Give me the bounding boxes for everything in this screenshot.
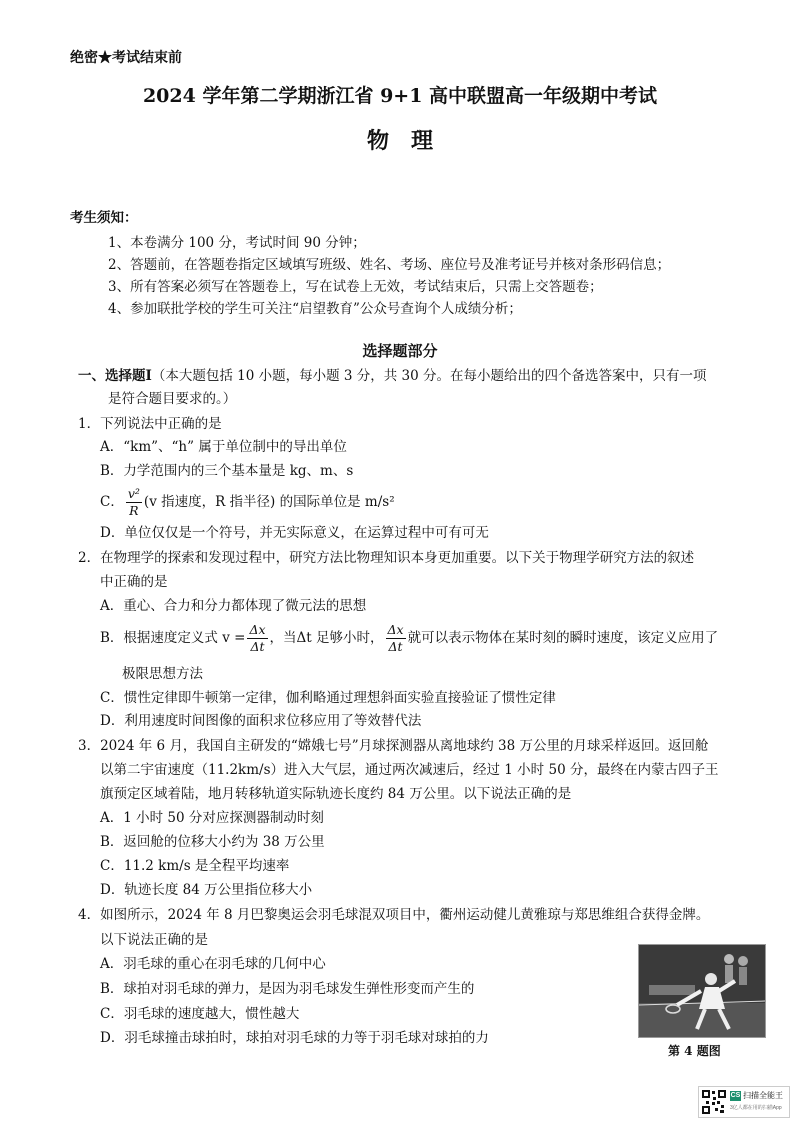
section-intro-text: （本大题包括 10 小题，每小题 3 分，共 30 分。在每小题给出的四个备选答案中，只有一项 — [151, 368, 707, 384]
subject-title: 物 理 — [366, 128, 433, 154]
scanner-app-name: 扫描全能王 — [743, 1091, 783, 1100]
q2-option-b-post: 就可以表示物体在某时刻的瞬时速度，该定义应用了 — [407, 630, 719, 646]
q3-option-d: D．轨迹长度 84 万公里指位移大小 — [100, 882, 313, 898]
section-intro-line-1 — [78, 370, 707, 384]
q2-option-b-pre: B．根据速度定义式 v = — [100, 630, 246, 646]
q4-option-a: A．羽毛球的重心在羽毛球的几何中心 — [100, 956, 326, 972]
q2-option-b-line-2: 极限思想方法 — [122, 666, 203, 682]
q4-option-d: D．羽毛球撞击球拍时，球拍对羽毛球的力等于羽毛球对球拍的力 — [100, 1030, 489, 1046]
qr-code-icon — [701, 1089, 727, 1115]
q3-stem-line-1: 3．2024 年 6 月，我国自主研发的“嫦娥七号”月球探测器从离地球约 38 万公里的月球采样返回。返回舱 — [78, 738, 709, 754]
q2-fraction-2-num: Δx — [387, 622, 404, 637]
q4-option-c: C．羽毛球的速度越大，惯性越大 — [100, 1006, 300, 1022]
section-intro-label: 一、选择题Ⅰ — [78, 368, 152, 384]
q3-option-a: A．1 小时 50 分对应探测器制动时刻 — [100, 810, 324, 826]
q2-fraction-2 — [386, 623, 406, 654]
section-intro-line-2: 是符合题目要求的。） — [108, 391, 237, 407]
q1-option-b: B．力学范围内的三个基本量是 kg、m、s — [100, 463, 354, 479]
notice-heading: 考生须知： — [70, 210, 138, 226]
q1-stem: 1．下列说法中正确的是 — [78, 416, 222, 432]
confidential-mark: 绝密★考试结束前 — [70, 50, 182, 66]
q2-option-c: C．惯性定律即牛顿第一定律，伽利略通过理想斜面实验直接验证了惯性定律 — [100, 690, 556, 706]
q2-option-b — [100, 623, 718, 654]
q4-stem-line-2: 以下说法正确的是 — [100, 932, 208, 948]
notice-item-1: 1、本卷满分 100 分，考试时间 90 分钟； — [108, 235, 366, 251]
q1-fraction — [126, 487, 142, 518]
q1-option-c-label: C． — [100, 494, 124, 510]
cs-badge-icon: CS — [730, 1092, 741, 1099]
exam-title: 2024 学年第二学期浙江省 9+1 高中联盟高一年级期中考试 — [142, 85, 658, 107]
badminton-photo-icon — [639, 945, 765, 1037]
q3-option-c: C．11.2 km/s 是全程平均速率 — [100, 858, 290, 874]
q4-figure-photo — [638, 944, 766, 1038]
q4-stem-line-1: 4．如图所示，2024 年 8 月巴黎奥运会羽毛球混双项目中，衢州运动健儿黄雅琼与郑思维组合获得金牌。 — [78, 907, 710, 923]
notice-item-3: 3、所有答案必须写在答题卷上，写在试卷上无效，考试结束后，只需上交答题卷； — [108, 279, 603, 295]
notice-item-4: 4、参加联批学校的学生可关注“启望教育”公众号查询个人成绩分析； — [108, 301, 522, 317]
q1-option-a: A．“km”、“h” 属于单位制中的导出单位 — [100, 439, 347, 455]
q1-option-d: D．单位仅仅是一个符号，并无实际意义，在运算过程中可有可无 — [100, 525, 489, 541]
q2-fraction-1-num: Δx — [249, 622, 266, 637]
q4-figure-caption: 第 4 题图 — [668, 1044, 721, 1058]
q2-fraction-1-den: Δt — [250, 639, 265, 654]
scanner-watermark — [698, 1086, 790, 1118]
q1-fraction-num: v² — [127, 486, 140, 501]
q3-stem-line-3: 旗预定区域着陆，地月转移轨道实际轨迹长度约 84 万公里。以下说法正确的是 — [100, 786, 572, 802]
q2-fraction-2-den: Δt — [388, 639, 403, 654]
q3-option-b: B．返回舱的位移大小约为 38 万公里 — [100, 834, 325, 850]
q2-stem-line-2: 中正确的是 — [100, 574, 168, 590]
q2-fraction-1 — [247, 623, 267, 654]
q1-option-c — [100, 487, 395, 518]
q2-option-a: A．重心、合力和分力都体现了微元法的思想 — [100, 598, 367, 614]
q1-fraction-den: R — [129, 503, 139, 518]
q2-option-d: D．利用速度时间图像的面积求位移应用了等效替代法 — [100, 713, 422, 729]
scanner-app-subtitle: 3亿人都在用的扫描App — [730, 1105, 782, 1111]
notice-item-2: 2、答题前，在答题卷指定区域填写班级、姓名、考场、座位号及准考证号并核对条形码信息； — [108, 257, 671, 273]
q2-stem-line-1: 2．在物理学的探索和发现过程中，研究方法比物理知识本身更加重要。以下关于物理学研究方法的叙述 — [78, 550, 695, 566]
q1-option-c-text: (v 指速度，R 指半径) 的国际单位是 m/s² — [143, 494, 395, 510]
q4-option-b: B．球拍对羽毛球的弹力，是因为羽毛球发生弹性形变而产生的 — [100, 981, 475, 997]
q3-stem-line-2: 以第二宇宙速度（11.2km/s）进入大气层，通过两次减速后，经过 1 小时 50 分，最终在内蒙古四子王 — [100, 762, 719, 778]
section-title: 选择题部分 — [362, 342, 438, 360]
q2-option-b-mid: ，当Δt 足够小时， — [269, 630, 384, 646]
